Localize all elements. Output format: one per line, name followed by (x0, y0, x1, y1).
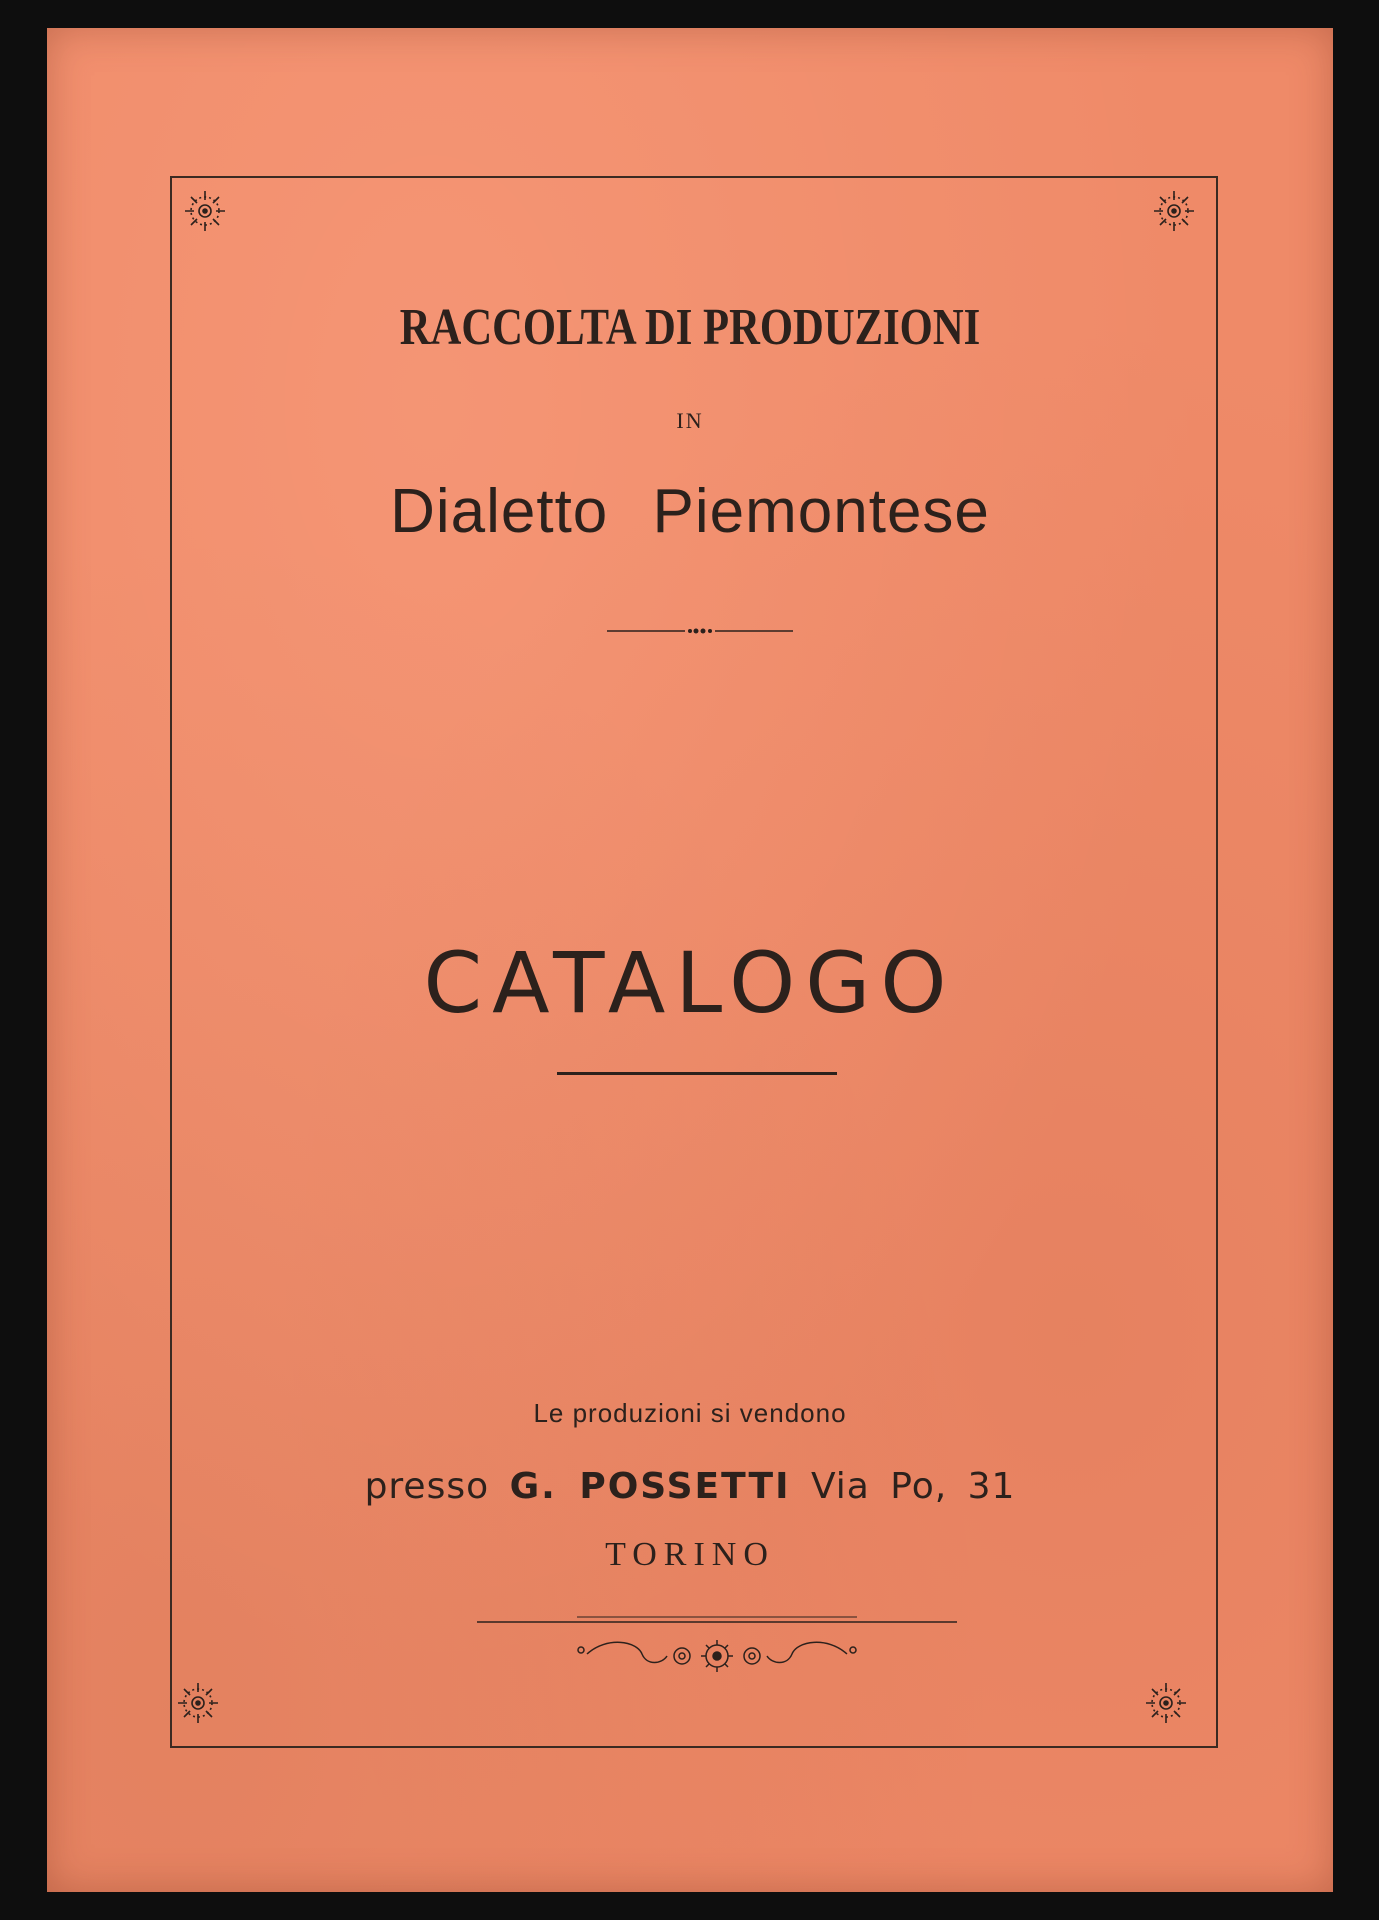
seller-presso: presso (364, 1466, 490, 1507)
cover-main-title: CATALOGO (423, 934, 957, 1032)
sales-notice: Le produzioni si vendono (533, 1398, 847, 1428)
pamphlet-cover (47, 28, 1333, 1892)
dotted-rule-icon (607, 624, 793, 638)
corner-rosette-icon (1143, 1680, 1189, 1726)
scroll-flourish-icon (457, 1616, 977, 1686)
seller-city: TORINO (605, 1536, 775, 1573)
cover-subheading: Dialetto Piemontese (390, 477, 990, 546)
corner-rosette-icon (175, 1680, 221, 1726)
cover-connector: IN (676, 408, 704, 433)
cover-heading: RACCOLTA DI PRODUZIONI (399, 299, 981, 356)
seller-name: G. POSSETTI (509, 1466, 791, 1507)
title-rule (557, 1072, 837, 1075)
corner-rosette-icon (182, 188, 228, 234)
seller-line (47, 1466, 1333, 1507)
seller-address: Via Po, 31 (810, 1466, 1016, 1507)
corner-rosette-icon (1151, 188, 1197, 234)
